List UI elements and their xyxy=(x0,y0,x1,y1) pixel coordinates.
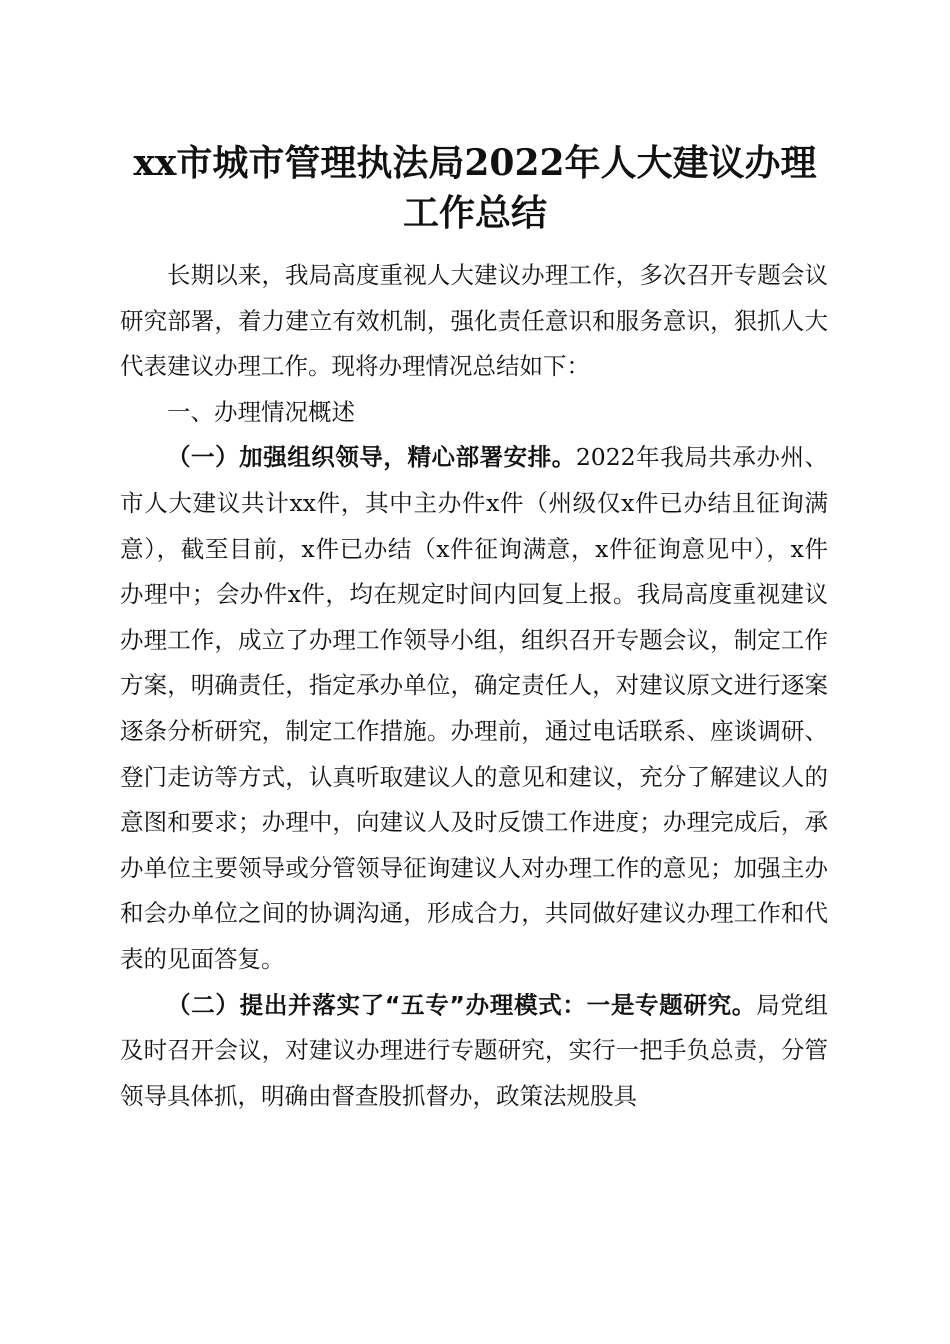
item-1-text: 2022年我局共承办州、市人大建议共计xx件，其中主办件x件（州级仅x件已办结且征询满意），截至目前，x件已办结（x件征询满意，x件征询意见中），x件办理中；会办件x件，均在规定时间内回复上报。我局高度重视建议办理工作，成立了办理工作领导小组，组织召开专题会议，制定工作方案，明确责任，指定承办单位，确定责任人，对建议原文进行逐案逐条分析研究，制定工作措施。办理前，通过电话联系、座谈调研、登门走访等方式，认真听取建议人的意见和建议，充分了解建议人的意图和要求；办理中，向建议人及时反馈工作进度；办理完成后，承办单位主要领导或分管领导征询建议人对办理工作的意见；加强主办和会办单位之间的协调沟通，形成合力，共同做好建议办理工作和代表的见面答复。 xyxy=(120,443,828,973)
item-1-lead: （一）加强组织领导，精心部署安排。 xyxy=(167,443,576,472)
intro-paragraph: 长期以来，我局高度重视人大建议办理工作，多次召开专题会议研究部署，着力建立有效机制，强化责任意识和服务意识，狠抓人大代表建议办理工作。现将办理情况总结如下： xyxy=(120,261,828,381)
item-2-lead: （二）提出并落实了“五专”办理模式：一是专题研究。 xyxy=(167,990,757,1019)
document-body xyxy=(120,253,828,1119)
section-heading-overview: 一、办理情况概述 xyxy=(167,397,355,426)
document-title: xx市城市管理执法局2022年人大建议办理工作总结 xyxy=(133,142,817,234)
item-2-paragraph xyxy=(120,983,828,1120)
item-1-paragraph xyxy=(120,435,828,982)
item-2-text: 局党组及时召开会议，对建议办理进行专题研究，实行一把手负总责，分管领导具体抓，明确由督查股抓督办，政策法规股具 xyxy=(120,990,829,1110)
